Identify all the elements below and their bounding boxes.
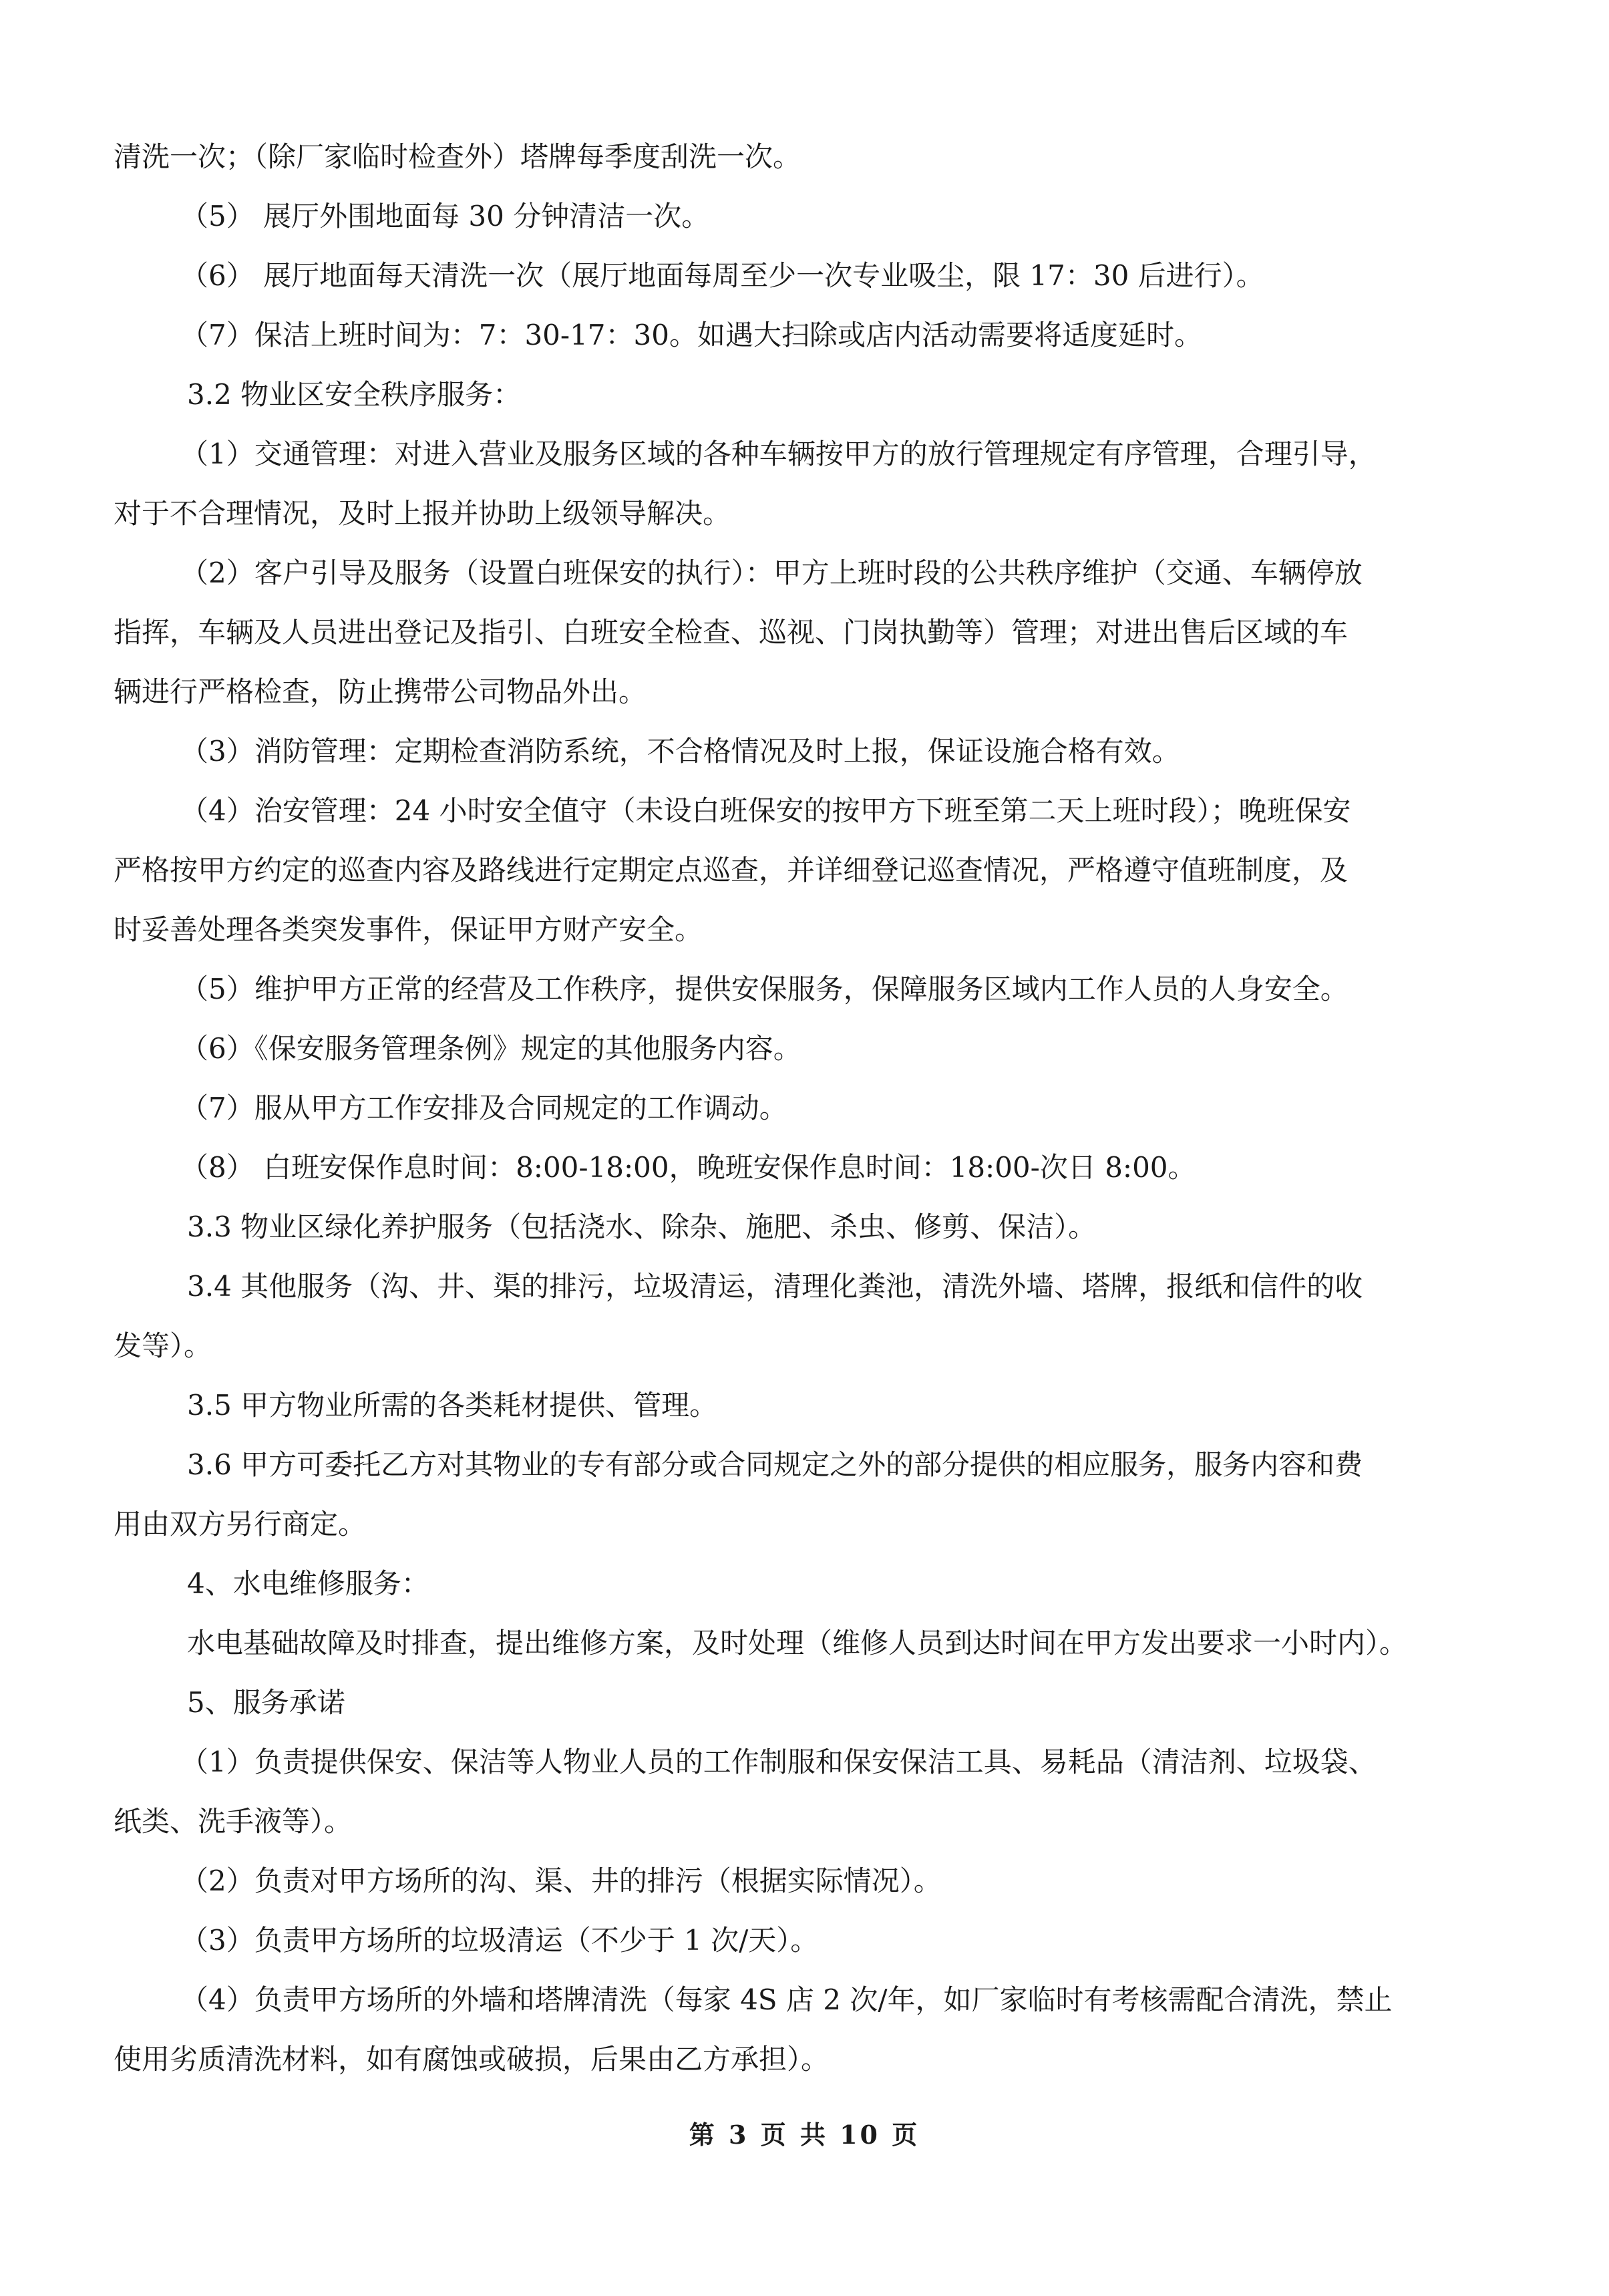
text-line: （3）负责甲方场所的垃圾清运（不少于 1 次/天）。 xyxy=(180,1924,819,1957)
text-line: （4）治安管理：24 小时安全值守（未设白班保安的按甲方下班至第二天上班时段）；晚班保安 xyxy=(180,794,1351,827)
text-line: （1）负责提供保安、保洁等人物业人员的工作制服和保安保洁工具、易耗品（清洁剂、垃圾袋、 xyxy=(180,1746,1377,1778)
text-line: 指挥，车辆及人员进出登记及指引、白班安全检查、巡视、门岗执勤等）管理；对进出售后区域的车 xyxy=(114,616,1349,649)
section-heading: 3.6 甲方可委托乙方对其物业的专有部分或合同规定之外的部分提供的相应服务，服务内容和费 xyxy=(187,1448,1363,1481)
text-line: （8） 白班安保作息时间：8:00-18:00，晚班安保作息时间：18:00-次日 8:00。 xyxy=(180,1151,1196,1184)
text-line: 使用劣质清洗材料，如有腐蚀或破损，后果由乙方承担）。 xyxy=(114,2043,830,2076)
text-line: 纸类、洗手液等）。 xyxy=(114,1805,353,1838)
text-line: 辆进行严格检查，防止携带公司物品外出。 xyxy=(114,675,647,708)
section-heading: 3.3 物业区绿化养护服务（包括浇水、除杂、施肥、杀虫、修剪、保洁）。 xyxy=(187,1210,1097,1243)
text-line: （7）服从甲方工作安排及合同规定的工作调动。 xyxy=(180,1092,787,1124)
text-line: 用由双方另行商定。 xyxy=(114,1508,367,1540)
text-line: （5） 展厅外围地面每 30 分钟清洁一次。 xyxy=(180,200,710,232)
text-line: （6）《保安服务管理条例》规定的其他服务内容。 xyxy=(180,1032,801,1065)
text-line: （3）消防管理：定期检查消防系统，不合格情况及时上报，保证设施合格有效。 xyxy=(180,735,1180,768)
text-line: （7）保洁上班时间为：7：30-17：30。如遇大扫除或店内活动需要将适度延时。 xyxy=(180,319,1202,351)
text-line: 水电基础故障及时排查，提出维修方案，及时处理（维修人员到达时间在甲方发出要求一小时内）。 xyxy=(187,1627,1408,1659)
text-line: （1）交通管理：对进入营业及服务区域的各种车辆按甲方的放行管理规定有序管理，合理引导， xyxy=(180,438,1377,470)
text-line: 发等）。 xyxy=(114,1329,212,1362)
section-heading: 5、服务承诺 xyxy=(187,1686,345,1719)
text-line: （4）负责甲方场所的外墙和塔牌清洗（每家 4S 店 2 次/年，如厂家临时有考核需配合清洗，禁止 xyxy=(180,1983,1393,2016)
text-line: （6） 展厅地面每天清洗一次（展厅地面每周至少一次专业吸尘，限 17：30 后进行）。 xyxy=(180,259,1264,292)
text-line: 时妥善处理各类突发事件，保证甲方财产安全。 xyxy=(114,913,703,946)
text-line: （2）客户引导及服务（设置白班保安的执行）：甲方上班时段的公共秩序维护（交通、车辆停放 xyxy=(180,556,1363,589)
section-heading: 3.2 物业区安全秩序服务： xyxy=(187,378,522,411)
section-heading: 4、水电维修服务： xyxy=(187,1567,429,1600)
text-line: （5）维护甲方正常的经营及工作秩序，提供安保服务，保障服务区域内工作人员的人身安全。 xyxy=(180,973,1349,1005)
section-heading: 3.4 其他服务（沟、井、渠的排污，垃圾清运，清理化粪池，清洗外墙、塔牌，报纸和信件的收 xyxy=(187,1270,1363,1303)
text-line: （2）负责对甲方场所的沟、渠、井的排污（根据实际情况）。 xyxy=(180,1864,942,1897)
text-line: 严格按甲方约定的巡查内容及路线进行定期定点巡查，并详细登记巡查情况，严格遵守值班制度，及 xyxy=(114,854,1349,886)
page-footer: 第 3 页 共 10 页 xyxy=(689,2120,920,2150)
text-line: 对于不合理情况，及时上报并协助上级领导解决。 xyxy=(114,497,731,530)
text-line: 清洗一次；（除厂家临时检查外）塔牌每季度刮洗一次。 xyxy=(114,140,801,173)
section-heading: 3.5 甲方物业所需的各类耗材提供、管理。 xyxy=(187,1389,718,1422)
